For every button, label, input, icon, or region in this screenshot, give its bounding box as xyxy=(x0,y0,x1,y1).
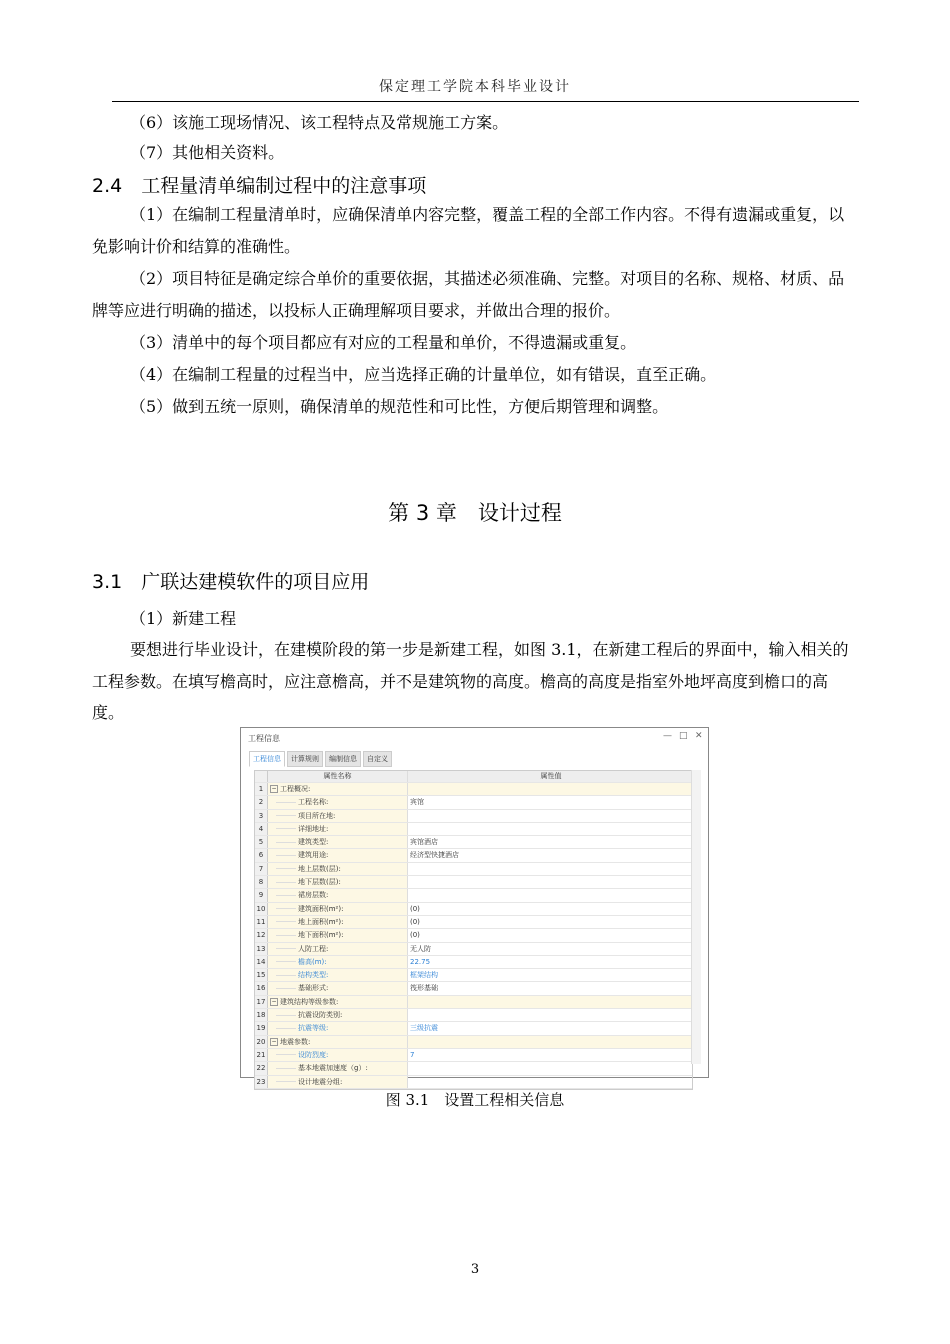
table-row[interactable] xyxy=(255,1022,692,1035)
table-row[interactable] xyxy=(255,916,692,929)
property-value[interactable]: (0) xyxy=(410,904,420,913)
row-number: 20 xyxy=(255,1036,268,1048)
property-name: 详细地址: xyxy=(298,824,329,833)
tab-compile-info[interactable]: 编制信息 xyxy=(325,751,361,767)
property-value[interactable] xyxy=(408,1036,692,1048)
property-value[interactable] xyxy=(408,889,692,901)
table-row[interactable] xyxy=(255,903,692,916)
property-value[interactable]: 无人防 xyxy=(410,944,431,953)
property-value[interactable] xyxy=(408,1009,692,1021)
table-row[interactable] xyxy=(255,849,692,862)
column-header-name: 属性名称 xyxy=(268,771,408,782)
property-name: 抗震设防类别: xyxy=(298,1011,343,1020)
property-value[interactable]: (0) xyxy=(410,917,420,926)
property-name: 人防工程: xyxy=(298,944,329,953)
table-row[interactable] xyxy=(255,969,692,982)
table-row[interactable] xyxy=(255,1062,692,1075)
property-value[interactable] xyxy=(408,1062,692,1074)
table-row[interactable] xyxy=(255,796,692,809)
scrollbar[interactable] xyxy=(691,770,701,1064)
paragraph: （7）其他相关资料。 xyxy=(130,143,285,162)
row-number: 22 xyxy=(255,1062,268,1074)
table-row[interactable] xyxy=(255,956,692,969)
row-number: 8 xyxy=(255,876,268,888)
page-header: 保定理工学院本科毕业设计 xyxy=(379,79,571,95)
row-number: 5 xyxy=(255,836,268,848)
tab-project-info[interactable]: 工程信息 xyxy=(249,751,285,767)
collapse-icon[interactable]: − xyxy=(271,785,277,792)
table-row[interactable] xyxy=(255,1009,692,1022)
property-name: 建筑结构等级参数: xyxy=(280,997,339,1006)
paragraph: （6）该施工现场情况、该工程特点及常规施工方案。 xyxy=(130,113,509,132)
property-name: 结构类型: xyxy=(298,971,329,980)
table-row[interactable] xyxy=(255,823,692,836)
window-title: 工程信息 xyxy=(248,734,280,743)
property-value[interactable] xyxy=(408,823,692,835)
project-info-window xyxy=(240,727,709,1086)
property-value[interactable]: 宾馆酒店 xyxy=(410,838,438,847)
table-row[interactable] xyxy=(255,810,692,823)
property-name: 地下面积(m²): xyxy=(298,931,344,940)
paragraph: （2）项目特征是确定综合单价的重要依据，其描述必须准确、完整。对项目的名称、规格、材质、品牌等应进行明确的描述，以投标人正确理解项目要求，并做出合理的报价。 xyxy=(92,269,845,320)
table-row[interactable] xyxy=(255,889,692,902)
property-value[interactable]: 筏形基础 xyxy=(410,984,438,993)
property-value[interactable] xyxy=(408,876,692,888)
property-name: 建筑用途: xyxy=(298,851,329,860)
row-number: 11 xyxy=(255,916,268,928)
tab-calc-rules[interactable]: 计算规则 xyxy=(287,751,323,767)
table-row[interactable] xyxy=(255,929,692,942)
column-header-value: 属性值 xyxy=(540,772,562,780)
row-number: 4 xyxy=(255,823,268,835)
row-number: 3 xyxy=(255,810,268,822)
section-heading: 3.1 广联达建模软件的项目应用 xyxy=(92,571,370,593)
collapse-icon[interactable]: − xyxy=(271,997,277,1005)
row-number: 21 xyxy=(255,1049,268,1061)
property-name: 基础形式: xyxy=(298,984,329,993)
table-row[interactable] xyxy=(255,982,692,995)
row-number: 12 xyxy=(255,929,268,941)
property-name: 设防烈度: xyxy=(298,1050,329,1059)
property-name: 檐高(m): xyxy=(298,957,327,966)
row-number: 18 xyxy=(255,1009,268,1021)
property-value[interactable] xyxy=(408,810,692,822)
minimize-button[interactable]: — xyxy=(663,731,672,741)
property-name: 抗震等级: xyxy=(298,1024,329,1033)
row-number: 10 xyxy=(255,903,268,915)
paragraph: （4）在编制工程量的过程当中，应当选择正确的计量单位，如有错误，直至正确。 xyxy=(130,365,717,384)
property-value[interactable] xyxy=(408,783,692,795)
property-value[interactable]: 三级抗震 xyxy=(410,1024,438,1033)
row-number: 7 xyxy=(255,863,268,875)
property-name: 基本地震加速度（g）: xyxy=(298,1064,368,1073)
row-number: 9 xyxy=(255,889,268,901)
property-value[interactable]: (0) xyxy=(410,931,420,940)
table-row[interactable] xyxy=(255,1049,692,1062)
close-button[interactable]: ✕ xyxy=(695,731,703,741)
table-row[interactable] xyxy=(255,1076,692,1089)
table-row[interactable] xyxy=(255,836,692,849)
property-name: 项目所在地: xyxy=(298,811,336,820)
property-value[interactable]: 框架结构 xyxy=(410,971,438,980)
row-number: 13 xyxy=(255,943,268,955)
property-value[interactable]: 经济型快捷酒店 xyxy=(410,851,459,860)
table-row[interactable] xyxy=(255,863,692,876)
row-number: 19 xyxy=(255,1022,268,1034)
chapter-title: 第 3 章 设计过程 xyxy=(388,501,562,525)
property-value[interactable]: 7 xyxy=(410,1050,415,1059)
paragraph: （3）清单中的每个项目都应有对应的工程量和单价，不得遗漏或重复。 xyxy=(130,333,637,352)
paragraph: 要想进行毕业设计，在建模阶段的第一步是新建工程，如图 3.1，在新建工程后的界面中，输入相关的工程参数。在填写檐高时，应注意檐高，并不是建筑物的高度。檐高的高度是指室外地坪高度到檐口的高度。 xyxy=(92,640,849,722)
table-row[interactable] xyxy=(255,876,692,889)
paragraph: （5）做到五统一原则，确保清单的规范性和可比性，方便后期管理和调整。 xyxy=(130,397,669,416)
property-name: 裙房层数: xyxy=(298,891,329,900)
collapse-icon[interactable]: − xyxy=(271,1037,277,1045)
property-name: 设计地震分组: xyxy=(298,1077,343,1086)
property-name: 地下层数(层): xyxy=(298,878,341,887)
row-number: 2 xyxy=(255,796,268,808)
row-number: 23 xyxy=(255,1076,268,1088)
property-name: 工程名称: xyxy=(298,798,329,807)
row-number: 15 xyxy=(255,969,268,981)
property-value[interactable] xyxy=(408,996,692,1008)
row-number: 16 xyxy=(255,982,268,994)
maximize-button[interactable]: □ xyxy=(679,731,688,741)
row-number: 14 xyxy=(255,956,268,968)
property-value[interactable] xyxy=(408,863,692,875)
property-name: 地上面积(m²): xyxy=(298,917,344,926)
table-row[interactable] xyxy=(255,1036,692,1049)
paragraph: （1）新建工程 xyxy=(130,609,237,628)
section-heading: 2.4 工程量清单编制过程中的注意事项 xyxy=(92,175,427,197)
property-name: 工程概况: xyxy=(280,785,311,793)
row-number: 6 xyxy=(255,849,268,861)
property-grid xyxy=(254,770,693,1090)
table-row[interactable] xyxy=(255,996,692,1009)
paragraph: （1）在编制工程量清单时，应确保清单内容完整，覆盖工程的全部工作内容。不得有遗漏或重复，以免影响计价和结算的准确性。 xyxy=(92,205,845,256)
property-name: 地震参数: xyxy=(280,1037,311,1046)
row-number: 17 xyxy=(255,996,268,1008)
table-row[interactable] xyxy=(255,783,692,796)
property-value[interactable]: 宾馆 xyxy=(410,798,424,807)
property-name: 建筑面积(m²): xyxy=(298,904,344,913)
tab-custom[interactable]: 自定义 xyxy=(363,751,392,767)
table-row[interactable] xyxy=(255,943,692,956)
page-number: 3 xyxy=(470,1262,480,1277)
property-value[interactable] xyxy=(408,1076,692,1088)
property-name: 建筑类型: xyxy=(298,838,329,847)
property-name: 地上层数(层): xyxy=(298,864,341,873)
header-rule xyxy=(112,101,859,102)
property-value[interactable]: 22.75 xyxy=(410,957,431,966)
row-number: 1 xyxy=(255,783,268,795)
figure-caption: 图 3.1 设置工程相关信息 xyxy=(385,1091,565,1109)
